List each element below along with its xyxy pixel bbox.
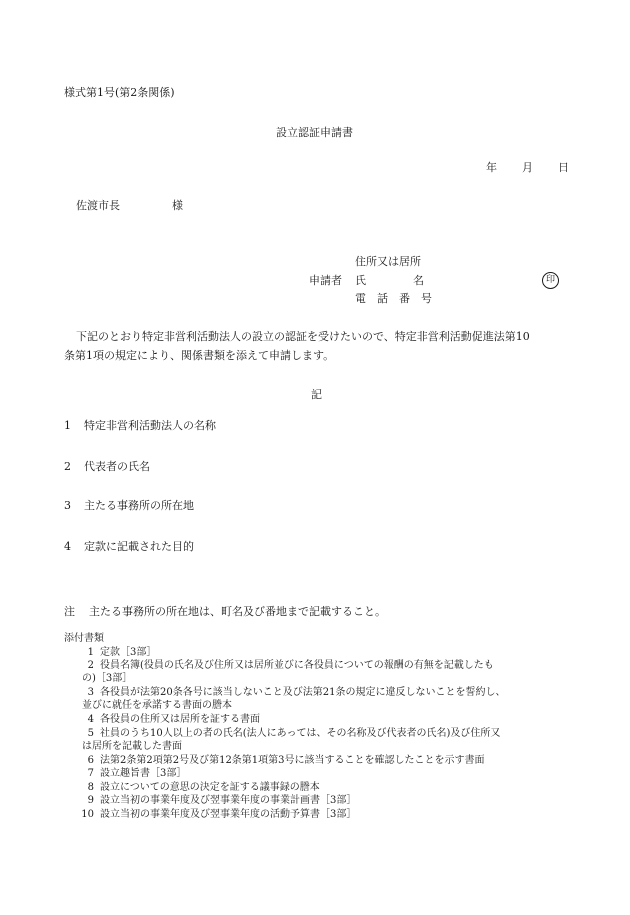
- attachment-number: 7: [87, 768, 94, 779]
- attachment-continuation: は居所を記載した書面: [82, 741, 182, 752]
- body-line-1: 下記のとおり特定非営利活動法人の設立の認証を受けたいので、特定非営利活動促進法第10: [76, 330, 530, 343]
- attachment-continuation: 並びに就任を承諾する書面の謄本: [82, 700, 232, 711]
- item-1: [64, 419, 216, 433]
- item-number: 3: [64, 499, 71, 512]
- attachment-text: 設立当初の事業年度及び翌事業年度の活動予算書［3部］: [100, 809, 357, 820]
- item-4: [64, 540, 194, 554]
- item-text: 定款に記載された目的: [84, 540, 194, 553]
- attachment-number: 2: [87, 660, 94, 671]
- attachment-item: [64, 808, 356, 821]
- attachment-item: [64, 781, 320, 794]
- date-day: 日: [558, 161, 569, 174]
- ki-heading: 記: [311, 388, 322, 401]
- attachment-number: 1: [87, 647, 94, 658]
- attachment-number: 6: [87, 755, 94, 766]
- attachment-text: 各役員の住所又は居所を証する書面: [100, 714, 260, 725]
- item-number: 2: [64, 460, 71, 473]
- date-year: 年: [486, 161, 497, 174]
- address-label: 住所又は居所: [355, 255, 421, 268]
- attachment-number: 9: [87, 795, 94, 806]
- body-line-2: 条第1項の規定により、関係書類を添えて申請します。: [64, 349, 335, 362]
- attachment-text: 定款［3部］: [100, 647, 157, 658]
- attachment-item: [64, 686, 505, 699]
- item-text: 主たる事務所の所在地: [84, 499, 194, 512]
- name-label-1: 氏: [355, 274, 366, 287]
- attachment-number: 8: [87, 782, 94, 793]
- document-title: 設立認証申請書: [276, 126, 353, 139]
- seal-mark: 印: [542, 272, 559, 289]
- attachment-item: [64, 646, 156, 659]
- attachment-text: 設立趣旨書［3部］: [100, 768, 187, 779]
- attachment-number: 10: [81, 809, 94, 820]
- attachment-item: [64, 767, 186, 780]
- addressee-name: 佐渡市長: [76, 199, 120, 212]
- attachment-item: [64, 794, 356, 807]
- addressee-honorific: 様: [172, 199, 183, 212]
- applicant-label: 申請者: [309, 274, 342, 287]
- item-text: 特定非営利活動法人の名称: [84, 419, 216, 432]
- attachment-text: 設立についての意思の決定を証する議事録の謄本: [100, 782, 320, 793]
- attachment-number: 5: [87, 728, 94, 739]
- attachment-text: 法第2条第2項第2号及び第12条第1項第3号に該当することを確認したことを示す書面: [100, 755, 485, 766]
- name-label-2: 名: [413, 274, 424, 287]
- item-2: [64, 460, 150, 474]
- note: [64, 605, 386, 619]
- attachment-text: 社員のうち10人以上の者の氏名(法人にあっては、その名称及び代表者の氏名)及び住所又: [100, 728, 501, 739]
- note-text: 主たる事務所の所在地は、町名及び番地まで記載すること。: [89, 605, 386, 618]
- attachment-item: [64, 727, 500, 740]
- attachment-item: [64, 713, 260, 726]
- date-month: 月: [522, 161, 533, 174]
- attachment-number: 3: [87, 687, 94, 698]
- attachment-text: 各役員が法第20条各号に該当しないこと及び法第21条の規定に違反しないことを誓約し、: [100, 687, 506, 698]
- attachments-heading: 添付書類: [64, 633, 104, 644]
- item-number: 1: [64, 419, 71, 432]
- attachment-text: 設立当初の事業年度及び翌事業年度の事業計画書［3部］: [100, 795, 357, 806]
- note-label: 注: [64, 605, 75, 618]
- phone-label: 電 話 番 号: [355, 292, 432, 305]
- attachment-item: [64, 659, 494, 672]
- item-3: [64, 499, 194, 513]
- attachment-continuation: の)［3部］: [82, 673, 133, 684]
- attachment-text: 役員名簿(役員の氏名及び住所又は居所並びに各役員についての報酬の有無を記載したも: [100, 660, 494, 671]
- attachment-item: [64, 754, 485, 767]
- attachment-number: 4: [87, 714, 94, 725]
- form-label: 様式第1号(第2条関係): [64, 86, 175, 99]
- item-text: 代表者の氏名: [84, 460, 150, 473]
- item-number: 4: [64, 540, 71, 553]
